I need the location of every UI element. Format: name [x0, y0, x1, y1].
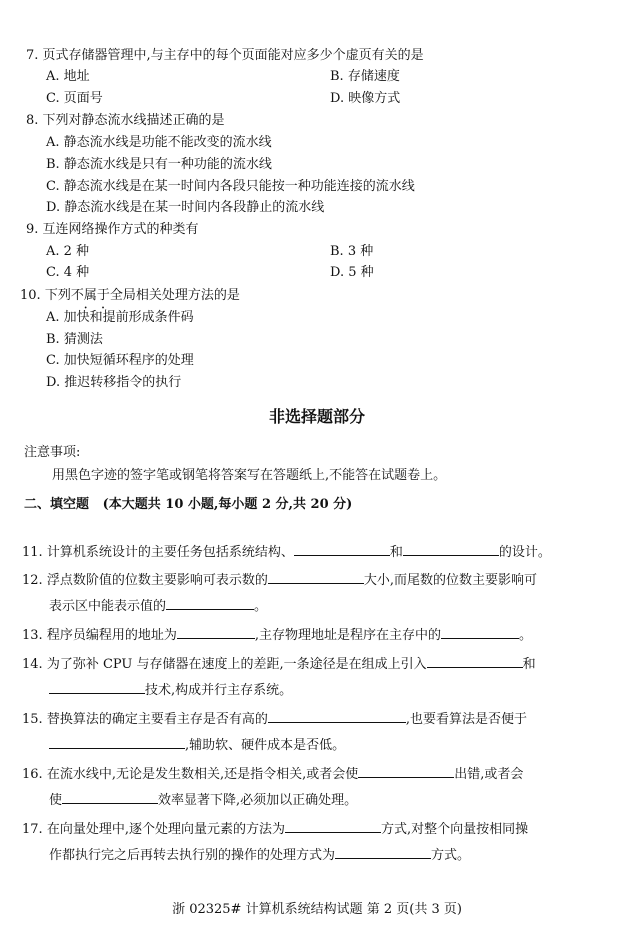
question-9	[26, 222, 199, 238]
question-number: 12.	[22, 573, 43, 588]
option: B. 3 种	[330, 244, 374, 259]
option: B. 静态流水线是只有一种功能的流水线	[46, 157, 272, 172]
question-text: 使	[49, 793, 63, 808]
question-text: 出错,或者会	[454, 767, 524, 782]
option: C. 静态流水线是在某一时间内各段只能按一种功能连接的流水线	[46, 179, 415, 194]
answer-blank	[166, 597, 254, 610]
question-17	[22, 820, 528, 838]
answer-blank	[49, 736, 185, 749]
option: A. 2 种	[46, 244, 90, 259]
question-text: 方式,对整个向量按相同操	[380, 822, 529, 837]
option: C. 页面号	[46, 91, 103, 106]
answer-blank	[294, 543, 390, 556]
question-text: 为了弥补 CPU 与存储器在速度上的差距,一条途径是在组成上引入	[46, 657, 427, 672]
notice-label: 注意事项:	[24, 445, 81, 460]
question-stem-pre: 下列不	[44, 288, 84, 303]
answer-blank	[358, 765, 454, 778]
question-number: 15.	[22, 712, 43, 727]
answer-blank	[268, 710, 406, 723]
answer-blank	[441, 626, 519, 639]
question-number: 17.	[22, 822, 43, 837]
option: D. 映像方式	[330, 91, 401, 106]
emphasis-dotted-text: 属于 • •	[84, 288, 110, 303]
question-number: 14.	[22, 657, 43, 672]
question-stem: 页式存储器管理中,与主存中的每个页面能对应多少个虚页有关的是	[42, 48, 424, 63]
question-text: 和	[389, 545, 403, 560]
question-text: 。	[518, 628, 532, 643]
question-number: 13.	[22, 628, 43, 643]
question-text: ,主存物理地址是程序在主存中的	[254, 628, 441, 643]
question-12-cont	[49, 597, 267, 615]
question-12	[22, 571, 537, 589]
question-number: 10.	[20, 288, 41, 303]
question-text: 计算机系统设计的主要任务包括系统结构、	[46, 545, 294, 560]
answer-blank	[268, 571, 364, 584]
question-stem: 下列对静态流水线描述正确的是	[42, 113, 225, 128]
question-8	[26, 113, 225, 129]
answer-blank	[335, 846, 431, 859]
option: A. 加快和提前形成条件码	[46, 310, 194, 325]
question-number: 11.	[22, 545, 43, 560]
question-number: 7.	[26, 48, 39, 63]
section-title: 非选择题部分	[268, 407, 365, 426]
question-text: 的设计。	[498, 545, 551, 560]
question-text: 效率显著下降,必须加以正确处理。	[158, 793, 358, 808]
option: C. 加快短循环程序的处理	[46, 353, 194, 368]
question-text: 。	[254, 599, 268, 614]
answer-blank	[62, 791, 158, 804]
option: D. 静态流水线是在某一时间内各段静止的流水线	[46, 200, 325, 215]
answer-blank	[285, 820, 381, 833]
question-14-cont	[49, 681, 292, 699]
question-15-cont	[49, 736, 345, 754]
question-text: 技术,构成并行主存系统。	[145, 683, 293, 698]
question-15	[22, 710, 527, 728]
question-text: 在流水线中,无论是发生数相关,还是指令相关,或者会使	[46, 767, 359, 782]
option: B. 存储速度	[330, 69, 400, 84]
question-stem-post: 全局相关处理方法的是	[109, 288, 240, 303]
question-14	[22, 655, 536, 673]
question-text: 在向量处理中,逐个处理向量元素的方法为	[46, 822, 285, 837]
question-text: ,也要看算法是否便于	[405, 712, 527, 727]
part-title: 二、填空题	[24, 497, 90, 512]
answer-blank	[177, 626, 255, 639]
option: D. 5 种	[330, 265, 374, 280]
question-11	[22, 543, 551, 561]
part-info: (本大题共 10 小题,每小题 2 分,共 20 分)	[102, 497, 353, 512]
answer-blank	[427, 655, 523, 668]
question-text: 大小,而尾数的位数主要影响可	[363, 573, 537, 588]
question-text: 程序员编程用的地址为	[46, 628, 177, 643]
question-text: 作都执行完之后再转去执行别的操作的处理方式为	[49, 848, 336, 863]
question-text: 方式。	[431, 848, 471, 863]
question-text: ,辅助软、硬件成本是否低。	[185, 738, 346, 753]
question-17-cont	[49, 846, 470, 864]
question-10	[20, 288, 240, 304]
option: B. 猜测法	[46, 332, 103, 347]
option: A. 地址	[46, 69, 90, 84]
question-text: 替换算法的确定主要看主存是否有高的	[46, 712, 268, 727]
question-16-cont	[49, 791, 357, 809]
option: C. 4 种	[46, 265, 90, 280]
notice-text: 用黑色字迹的签字笔或钢笔将答案写在答题纸上,不能答在试题卷上。	[52, 468, 447, 483]
question-text: 表示区中能表示值的	[49, 599, 167, 614]
answer-blank	[403, 543, 499, 556]
option: A. 静态流水线是功能不能改变的流水线	[46, 135, 272, 150]
question-7	[26, 48, 424, 64]
part-heading	[24, 497, 352, 513]
question-13	[22, 626, 532, 644]
question-16	[22, 765, 523, 783]
question-text: 浮点数阶值的位数主要影响可表示数的	[46, 573, 268, 588]
question-text: 和	[522, 657, 536, 672]
question-number: 16.	[22, 767, 43, 782]
answer-blank	[49, 681, 145, 694]
question-number: 9.	[26, 222, 39, 237]
page-footer: 浙 02325# 计算机系统结构试题 第 2 页(共 3 页)	[172, 902, 462, 917]
question-number: 8.	[26, 113, 39, 128]
question-stem: 互连网络操作方式的种类有	[42, 222, 199, 237]
option: D. 推迟转移指令的执行	[46, 375, 182, 390]
